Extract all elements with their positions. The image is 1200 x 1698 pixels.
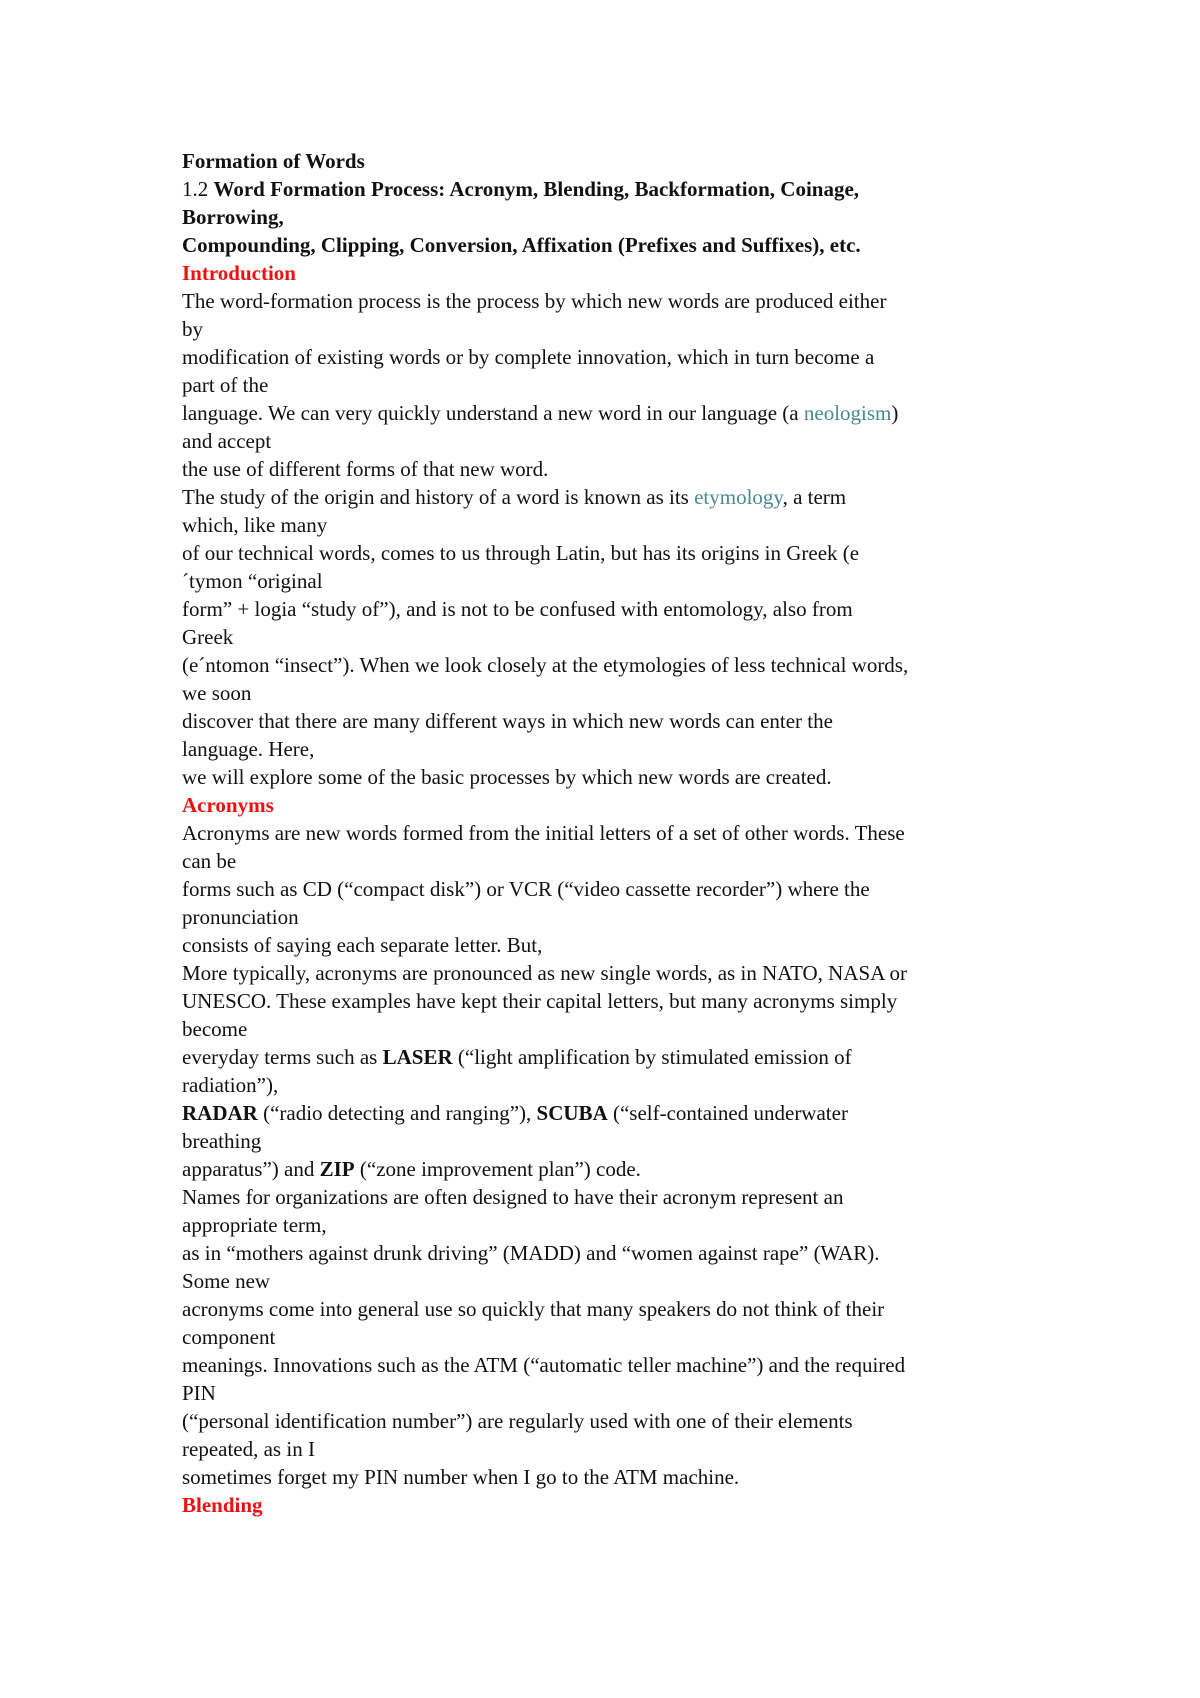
acronyms-line: sometimes forget my PIN number when I go to the ATM machine. bbox=[182, 1465, 740, 1489]
intro-line: ´tymon “original bbox=[182, 569, 323, 593]
heading-acronyms: Acronyms bbox=[182, 793, 274, 817]
acronyms-line bbox=[182, 1043, 1042, 1071]
acronyms-line: PIN bbox=[182, 1381, 216, 1405]
acronyms-text: (“self-contained underwater bbox=[607, 1101, 848, 1125]
acronyms-line: acronyms come into general use so quickly that many speakers do not think of their bbox=[182, 1297, 885, 1321]
heading-blending: Blending bbox=[182, 1493, 263, 1517]
acronyms-line bbox=[182, 1155, 1042, 1183]
acronyms-line: More typically, acronyms are pronounced as new single words, as in NATO, NASA or bbox=[182, 961, 907, 985]
acronyms-line: appropriate term, bbox=[182, 1213, 327, 1237]
term-zip: ZIP bbox=[319, 1157, 355, 1181]
acronyms-line: Acronyms are new words formed from the initial letters of a set of other words. These bbox=[182, 821, 905, 845]
intro-text: language. We can very quickly understand a new word in our language (a bbox=[182, 401, 804, 425]
acronyms-line: Names for organizations are often designed to have their acronym represent an bbox=[182, 1185, 844, 1209]
intro-line: part of the bbox=[182, 373, 269, 397]
intro-line bbox=[182, 399, 1042, 427]
term-scuba: SCUBA bbox=[536, 1101, 608, 1125]
term-laser: LASER bbox=[382, 1045, 453, 1069]
subtitle-text: Word Formation Process: Acronym, Blending, Backformation, Coinage, bbox=[213, 177, 860, 201]
acronyms-line: component bbox=[182, 1325, 276, 1349]
subtitle-line-1 bbox=[182, 175, 1042, 203]
acronyms-line: as in “mothers against drunk driving” (MADD) and “women against rape” (WAR). bbox=[182, 1241, 880, 1265]
acronyms-line: consists of saying each separate letter. But, bbox=[182, 933, 543, 957]
acronyms-line: repeated, as in I bbox=[182, 1437, 315, 1461]
intro-text: , a term bbox=[782, 485, 847, 509]
acronyms-line: Some new bbox=[182, 1269, 271, 1293]
intro-line: which, like many bbox=[182, 513, 328, 537]
acronyms-line: can be bbox=[182, 849, 237, 873]
intro-line: The word-formation process is the process by which new words are produced either bbox=[182, 289, 887, 313]
intro-line bbox=[182, 483, 1042, 511]
subtitle-line-2: Borrowing, bbox=[182, 205, 284, 229]
heading-introduction: Introduction bbox=[182, 261, 296, 285]
acronyms-text: apparatus”) and bbox=[182, 1157, 320, 1181]
term-radar: RADAR bbox=[182, 1101, 258, 1125]
acronyms-line: UNESCO. These examples have kept their capital letters, but many acronyms simply bbox=[182, 989, 898, 1013]
acronyms-line bbox=[182, 1099, 1042, 1127]
intro-line: we will explore some of the basic processes by which new words are created. bbox=[182, 765, 832, 789]
acronyms-text: (“radio detecting and ranging”), bbox=[257, 1101, 537, 1125]
intro-line: we soon bbox=[182, 681, 252, 705]
intro-line: Greek bbox=[182, 625, 234, 649]
subtitle-line-3: Compounding, Clipping, Conversion, Affixation (Prefixes and Suffixes), etc. bbox=[182, 233, 861, 257]
intro-line: the use of different forms of that new word. bbox=[182, 457, 549, 481]
acronyms-line: radiation”), bbox=[182, 1073, 279, 1097]
intro-line: modification of existing words or by complete innovation, which in turn become a bbox=[182, 345, 875, 369]
acronyms-line: forms such as CD (“compact disk”) or VCR (“video cassette recorder”) where the bbox=[182, 877, 870, 901]
acronyms-line: breathing bbox=[182, 1129, 262, 1153]
acronyms-line: become bbox=[182, 1017, 248, 1041]
intro-line: discover that there are many different ways in which new words can enter the bbox=[182, 709, 833, 733]
intro-text: ) bbox=[891, 401, 899, 425]
acronyms-line: (“personal identification number”) are regularly used with one of their elements bbox=[182, 1409, 853, 1433]
acronyms-text: everyday terms such as bbox=[182, 1045, 383, 1069]
intro-line: (e´ntomon “insect”). When we look closely at the etymologies of less technical words, bbox=[182, 653, 909, 677]
acronyms-line: pronunciation bbox=[182, 905, 299, 929]
acronyms-text: (“light amplification by stimulated emission of bbox=[452, 1045, 852, 1069]
intro-line: form” + logia “study of”), and is not to be confused with entomology, also from bbox=[182, 597, 853, 621]
document-title: Formation of Words bbox=[182, 149, 365, 173]
intro-line: language. Here, bbox=[182, 737, 315, 761]
etymology-link[interactable]: etymology bbox=[694, 485, 783, 509]
neologism-link[interactable]: neologism bbox=[803, 401, 892, 425]
acronyms-line: meanings. Innovations such as the ATM (“automatic teller machine”) and the required bbox=[182, 1353, 906, 1377]
intro-text: The study of the origin and history of a word is known as its bbox=[182, 485, 695, 509]
section-number: 1.2 bbox=[182, 177, 209, 201]
intro-line: of our technical words, comes to us through Latin, but has its origins in Greek (e bbox=[182, 541, 860, 565]
intro-line: by bbox=[182, 317, 203, 341]
document-page bbox=[182, 147, 1042, 1519]
acronyms-text: (“zone improvement plan”) code. bbox=[354, 1157, 641, 1181]
intro-line: and accept bbox=[182, 429, 272, 453]
